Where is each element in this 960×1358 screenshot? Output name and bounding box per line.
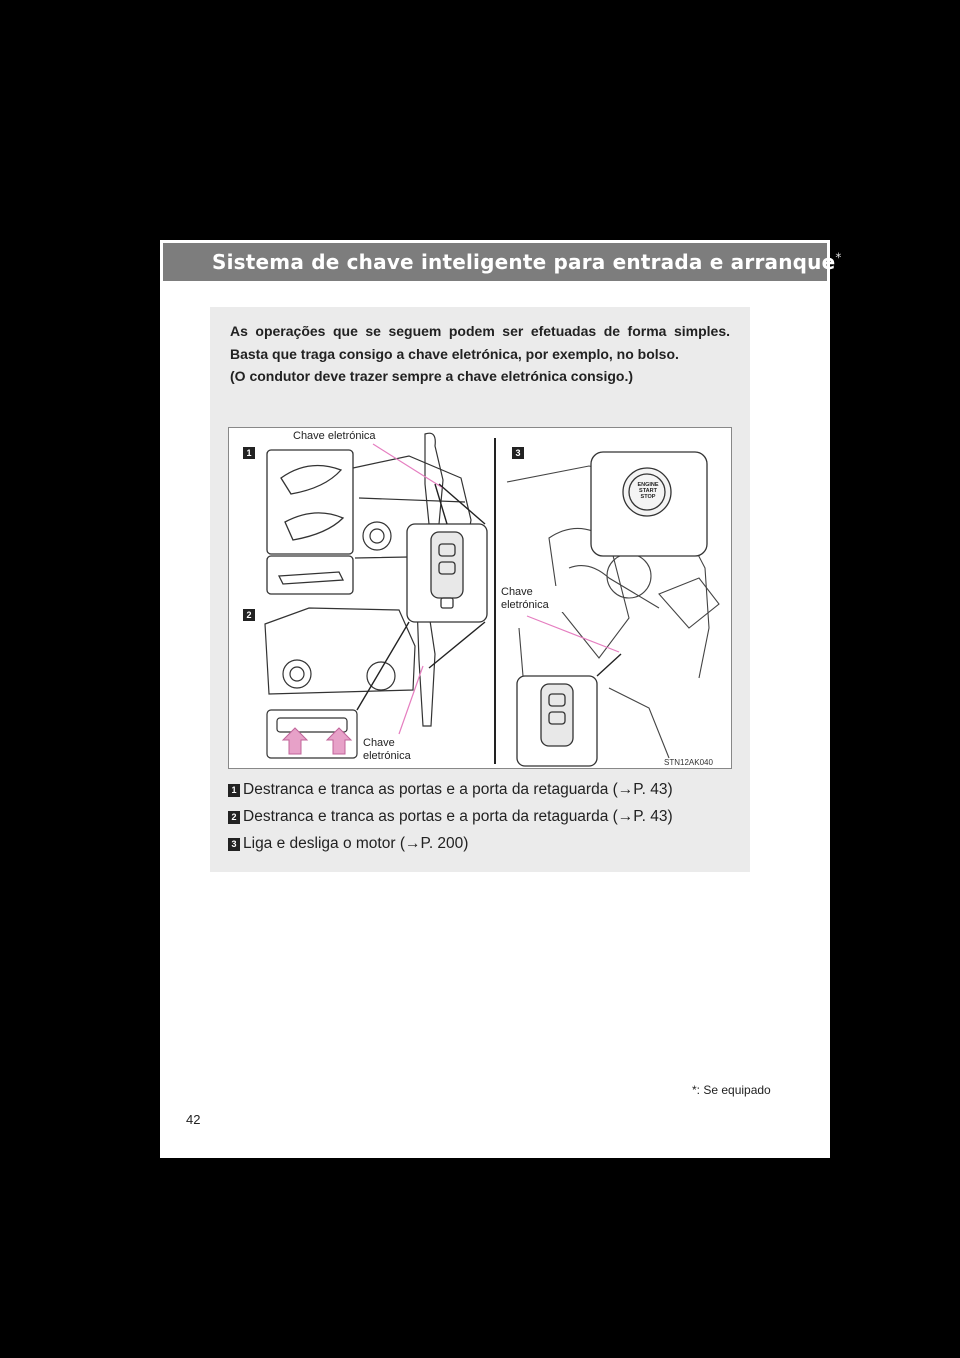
asterisk-mark: * (835, 250, 842, 265)
key-fob-illustration-1 (407, 524, 487, 622)
list-item (228, 834, 738, 861)
item-number: 3 (228, 838, 240, 851)
start-button-inset (591, 452, 707, 556)
illustration-drawing (229, 428, 732, 769)
footnote: *: Se equipado (692, 1083, 771, 1097)
list-item (228, 780, 738, 807)
label-chave-top: Chave eletrónica (293, 430, 376, 442)
key-fob-illustration-2 (517, 676, 597, 766)
item-number: 1 (228, 784, 240, 797)
door-handle-insets (267, 450, 353, 594)
label-chave-bottom: Chave eletrónica (363, 737, 427, 763)
label-chave-right: Chave eletrónica (501, 586, 565, 612)
panel-1-marker: 1 (243, 447, 255, 459)
page-title: Sistema de chave inteligente para entrada e arranque* (212, 250, 842, 274)
start-stop-button-text: ENGINE START STOP (637, 482, 659, 500)
intro-note: (O condutor deve trazer sempre a chave eletrónica consigo.) (230, 368, 634, 384)
item-text: Destranca e tranca as portas e a porta da retaguarda (→P. 43) (243, 808, 673, 825)
figure-code: STN12AK040 (664, 758, 713, 767)
item-text: Liga e desliga o motor (→P. 200) (243, 835, 469, 852)
illustration (228, 427, 732, 769)
page-number: 42 (186, 1112, 201, 1127)
item-number: 2 (228, 811, 240, 824)
intro-text (230, 320, 730, 388)
list-item (228, 807, 738, 834)
intro-paragraph: As operações que se seguem podem ser efetuadas de forma simples. Basta que traga consigo a chave eletrónica, por exemplo, no bolso. (230, 323, 730, 362)
panel-2-marker: 2 (243, 609, 255, 621)
item-text: Destranca e tranca as portas e a porta da retaguarda (→P. 43) (243, 781, 673, 798)
feature-list (228, 780, 738, 861)
panel-3-marker: 3 (512, 447, 524, 459)
